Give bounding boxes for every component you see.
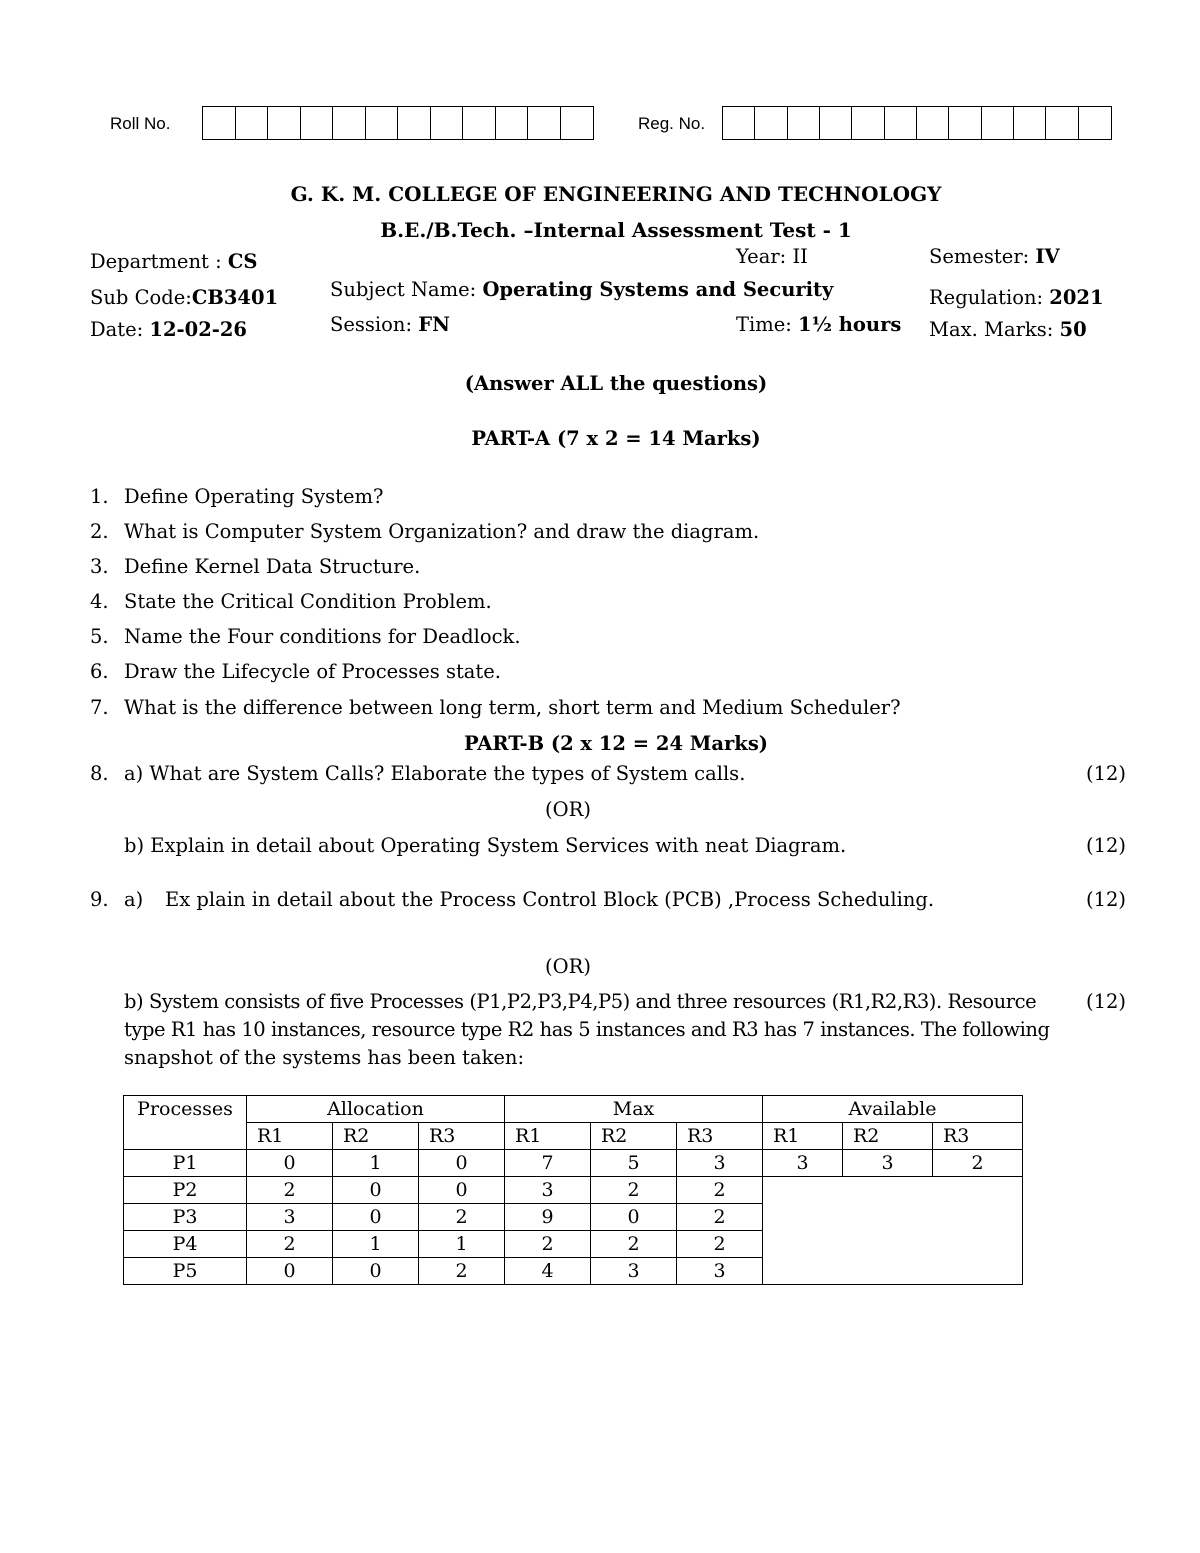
question-number: 7. [90,696,109,719]
question-number: 3. [90,555,109,578]
question-9a-text: Ex plain in detail about the Process Control Block (PCB) ,Process Scheduling. [165,888,935,911]
sub-code-value: CB3401 [191,286,279,309]
question-8a-marks: (12) [1086,762,1127,785]
alloc-cell: 1 [333,1150,419,1177]
semester [929,245,1060,268]
header-allocation: Allocation [247,1096,505,1123]
question-number: 8. [90,762,109,785]
regulation-value: 2021 [1049,286,1104,309]
question-8b-text: b) Explain in detail about Operating System Services with neat Diagram. [124,834,847,857]
question-text: What is the difference between long term, short term and Medium Scheduler? [124,696,901,719]
session [330,313,450,336]
table-row [124,1177,1023,1204]
header-processes: Processes [124,1096,247,1150]
department-label: Department : [90,250,228,273]
alloc-cell: 0 [333,1258,419,1285]
question-8a-text: a) What are System Calls? Elaborate the types of System calls. [124,762,746,785]
or-divider: (OR) [545,955,591,978]
sub-r1: R1 [247,1123,333,1150]
available-cell: 3 [763,1150,843,1177]
max-cell: 2 [505,1231,591,1258]
subject-label: Subject Name: [330,278,483,301]
question-text: State the Critical Condition Problem. [124,590,492,613]
part-b-title: PART-B (2 x 12 = 24 Marks) [463,732,769,755]
available-cell: 3 [843,1150,933,1177]
max-cell: 4 [505,1258,591,1285]
date [90,318,247,341]
date-label: Date: [90,318,150,341]
process-cell: P1 [124,1150,247,1177]
sub-r2: R2 [591,1123,677,1150]
or-divider: (OR) [545,798,591,821]
question-number: 9. [90,888,109,911]
alloc-cell: 2 [247,1231,333,1258]
alloc-cell: 0 [419,1150,505,1177]
alloc-cell: 2 [247,1177,333,1204]
max-marks-value: 50 [1059,318,1087,341]
question-number: 1. [90,485,109,508]
question-9b-marks: (12) [1086,990,1127,1013]
table-header-row [124,1096,1023,1123]
alloc-cell: 0 [333,1204,419,1231]
max-cell: 2 [677,1204,763,1231]
college-name: G. K. M. COLLEGE OF ENGINEERING AND TECHNOLOGY [290,182,942,206]
max-cell: 3 [505,1177,591,1204]
alloc-cell: 2 [419,1204,505,1231]
date-value: 12-02-26 [149,318,248,341]
max-cell: 3 [677,1150,763,1177]
year [736,245,808,268]
alloc-cell: 0 [247,1258,333,1285]
regulation [929,286,1104,309]
alloc-cell: 1 [333,1231,419,1258]
department-value: CS [227,250,258,273]
question-number: 5. [90,625,109,648]
question-8b-marks: (12) [1086,834,1127,857]
available-cell: 2 [933,1150,1023,1177]
question-number: 4. [90,590,109,613]
table-row [124,1150,1023,1177]
roll-no-label: Roll No. [110,114,171,133]
table-subheader-row [124,1123,1023,1150]
reg-no-boxes[interactable] [722,106,1112,140]
sub-r3: R3 [419,1123,505,1150]
alloc-cell: 2 [419,1258,505,1285]
sub-r1: R1 [763,1123,843,1150]
alloc-cell: 0 [419,1177,505,1204]
resource-table [123,1095,1023,1285]
header-available: Available [763,1096,1023,1123]
process-cell: P4 [124,1231,247,1258]
question-text: Name the Four conditions for Deadlock. [124,625,521,648]
process-cell: P3 [124,1204,247,1231]
max-cell: 2 [591,1231,677,1258]
question-9a-label: a) [124,888,144,911]
session-label: Session: [330,313,419,336]
subject-name [330,278,833,301]
available-empty-area [763,1177,1023,1285]
time-label: Time: [736,313,799,336]
max-marks [929,318,1087,341]
question-9b-line-1: b) System consists of five Processes (P1,P2,P3,P4,P5) and three resources (R1,R2,R3). Resource [124,990,1037,1013]
session-value: FN [418,313,450,336]
alloc-cell: 3 [247,1204,333,1231]
sub-r3: R3 [933,1123,1023,1150]
semester-label: Semester: [929,245,1036,268]
max-marks-label: Max. Marks: [929,318,1060,341]
year-value: II [792,245,808,268]
instruction: (Answer ALL the questions) [464,372,768,395]
header-max: Max [505,1096,763,1123]
time-value: 1½ hours [798,313,902,336]
subject-value: Operating Systems and Security [482,278,834,301]
max-cell: 0 [591,1204,677,1231]
year-label: Year: [736,245,793,268]
process-cell: P2 [124,1177,247,1204]
regulation-label: Regulation: [929,286,1050,309]
sub-code-label: Sub Code: [90,286,192,309]
alloc-cell: 0 [333,1177,419,1204]
alloc-cell: 0 [247,1150,333,1177]
question-9b-line-2: type R1 has 10 instances, resource type R2 has 5 instances and R3 has 7 instances. The following [124,1018,1050,1041]
sub-r3: R3 [677,1123,763,1150]
exam-title: B.E./B.Tech. –Internal Assessment Test - 1 [380,218,852,242]
reg-no-label: Reg. No. [638,114,706,133]
question-text: What is Computer System Organization? and draw the diagram. [124,520,760,543]
max-cell: 2 [677,1231,763,1258]
max-cell: 5 [591,1150,677,1177]
sub-r2: R2 [333,1123,419,1150]
question-9b-line-3: snapshot of the systems has been taken: [124,1046,525,1069]
time [736,313,901,336]
question-text: Define Kernel Data Structure. [124,555,421,578]
question-text: Define Operating System? [124,485,384,508]
process-cell: P5 [124,1258,247,1285]
max-cell: 9 [505,1204,591,1231]
max-cell: 7 [505,1150,591,1177]
max-cell: 2 [677,1177,763,1204]
sub-r1: R1 [505,1123,591,1150]
max-cell: 3 [591,1258,677,1285]
max-cell: 3 [677,1258,763,1285]
semester-value: IV [1035,245,1060,268]
sub-code [90,286,278,309]
question-number: 2. [90,520,109,543]
question-text: Draw the Lifecycle of Processes state. [124,660,501,683]
question-9a-marks: (12) [1086,888,1127,911]
sub-r2: R2 [843,1123,933,1150]
department [90,250,257,273]
part-a-title: PART-A (7 x 2 = 14 Marks) [471,427,761,450]
alloc-cell: 1 [419,1231,505,1258]
max-cell: 2 [591,1177,677,1204]
roll-no-boxes[interactable] [202,106,594,140]
question-number: 6. [90,660,109,683]
